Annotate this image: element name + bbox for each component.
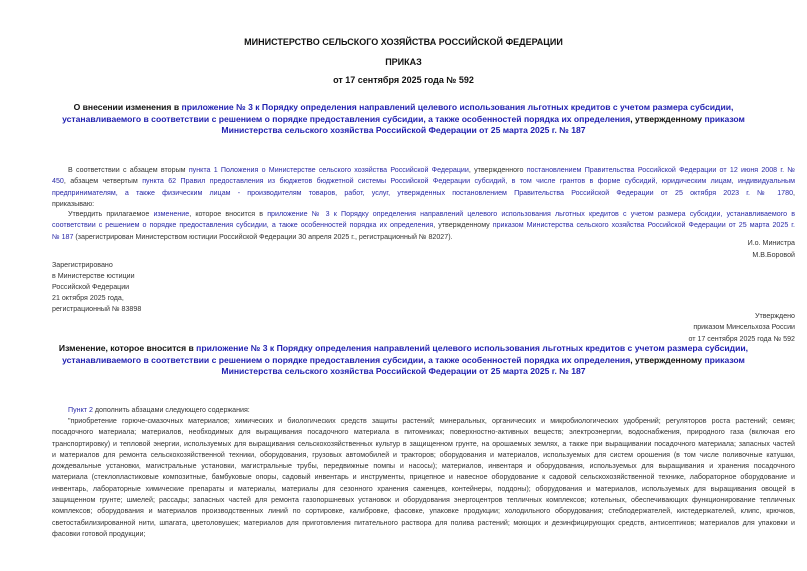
decision [52,209,795,243]
text-line [52,506,795,517]
document-link[interactable]: приказом [704,113,745,124]
text-segment: дождевальные установки, магистральные установки, магистральные трубы, передвижные помпы и насосы); материалов, инвентаря и оборудования, используемых для выращивания и хранения посадочного [52,462,795,471]
document-link[interactable]: приложение № 3 к Порядку определения направлений целевого использования льготных кредитов с учетом размера субсидии, [196,343,749,353]
document-link[interactable]: приложение № 3 к Порядку определения направлений целевого использования льготных кредитов с учетом размера субсидии, [181,102,734,112]
text-line [52,405,795,416]
text-line [40,114,767,126]
document-link[interactable]: 450 [52,177,64,186]
registration-block [52,260,141,315]
order-title [40,102,767,137]
text-segment: комплексов; оборудования и материалов производственных линий по сортировке, калибровке, фасовке, упаковке продукции; холодильного оборудования; стеблодержателей, кистедержателей, клипс, крючков, [52,507,795,516]
text-line [52,439,795,450]
text-segment: инвентарь, лабораторные химические препараты и материалы, материалы для сезонного хранения саженцев, контейнеры, поддоны); оборудования и материалов, используемых для выращивания овощей в [52,484,795,493]
text-segment: О внесении изменения в [73,102,182,112]
text-line [40,125,767,137]
text-line [40,355,767,367]
signature-name: М.В.Боровой [752,251,795,260]
annex-title [40,343,767,378]
text-line [52,176,795,187]
text-line [52,427,795,438]
document-link[interactable]: приказом Министерства сельского хозяйства Российской Федерации от 25 марта 2025 г. [492,221,795,230]
order-word-text: приказываю: [52,200,95,208]
annex-text [52,416,795,540]
text-line [52,472,795,483]
document-link[interactable]: устанавливаемого в соответствии с решением о порядке предоставления субсидии, а также особенностей порядка их определения [62,354,631,365]
text-segment: светостабилизированной нити, шпагата, цветоловушек; материалов для приготовления питательного раствора для полива растений; моющих и дезинфицирующих средств, антисептиков; материалов для упаковки и [52,518,795,527]
text-line [52,220,795,231]
document-link[interactable]: постановлением Правительства Российской Федерации от 12 июня 2008 г. № [526,166,795,174]
text-line [52,518,795,529]
text-line [40,366,767,378]
text-segment: (зарегистрирован Министерством юстиции Российской Федерации 30 апреля 2025 г., регистрационный № 82027). [73,232,453,241]
registration-line: в Министерстве юстиции [52,272,135,280]
text-segment: посадочного материала; материалов, необходимых для выращивания посадочного материала в питомниках; поверхностно-активных веществ; электроэнергии, водоснабжения, природного газа (включая его [52,428,795,437]
text-line [52,188,795,199]
document-link[interactable]: № 187 [52,232,74,241]
signature [748,238,795,262]
approval-line: приказом Минсельхоза России [693,323,795,332]
text-line [52,209,795,220]
text-line [52,495,795,506]
document-link[interactable]: Министерства сельского хозяйства Российской Федерации от 25 марта 2025 г. № 187 [221,366,586,377]
doc-type: ПРИКАЗ [385,57,422,67]
text-segment: Утвердить прилагаемое [68,210,154,218]
text-line [52,232,795,243]
document-link[interactable]: Министерства сельского хозяйства Российской Федерации от 25 марта 2025 г. № 187 [221,125,586,136]
approval-block [688,311,795,345]
text-line [40,102,767,114]
text-line [52,165,795,176]
text-line [52,529,795,540]
signature-position: И.о. Министра [747,239,795,247]
document-link[interactable]: Пункт 2 [68,406,93,414]
text-line [40,343,767,355]
document-link[interactable]: приложение № 3 к Порядку определения направлений целевого использования льготных кредитов с учетом размера субсидии, устанавливаемого в [267,210,795,218]
text-segment: , утвержденному [433,221,493,230]
text-segment: "приобретение горюче-смазочных материалов; химических и биологических средств защиты растений; минеральных, органических и микробиологических удобрений; регуляторов роста растений; семян; [68,417,795,425]
text-segment: , утвержденному [630,113,705,124]
registration-line: 21 октября 2025 года, [52,294,124,302]
text-line [52,450,795,461]
text-line [52,461,795,472]
text-line [52,416,795,427]
approval-line: от 17 сентября 2025 года № 592 [688,334,795,343]
text-segment: , [793,188,795,197]
annex-intro [52,405,795,416]
text-segment: и материалов для ремонта сельскохозяйственной техники, оборудования, грузовых автомобилей и тракторов; оборудования и материалов, используемых для систем орошения (в том числе поливочные катушки, [52,450,795,459]
registration-line: Зарегистрировано [52,261,113,269]
text-segment: дополнить абзацами следующего содержания: [92,406,250,414]
registration-line: Российской Федерации [52,283,130,291]
text-segment: Изменение, которое вносится в [58,343,197,353]
ministry-name: МИНИСТЕРСТВО СЕЛЬСКОГО ХОЗЯЙСТВА РОССИЙСКОЙ ФЕДЕРАЦИИ [244,37,563,47]
text-segment: , абзацем четвертым [63,177,143,186]
document-link[interactable]: пункта 62 Правил предоставления из бюджетов бюджетной системы Российской Федерации субсидий, в том числе грантов в форме субсидий, юридическим лицам, индивидуальным [142,177,795,186]
text-segment: , утвержденному [630,354,705,365]
text-line [52,484,795,495]
document-link[interactable]: предпринимателям, а также физическим лицам - производителям товаров, работ, услуг, утвержденных постановлением Правительства Российской Федерации от 25 октября 2023 г. № 1780 [52,188,794,197]
preamble [52,165,795,199]
text-segment: защищенном грунте; шмелей; рассады; запасных частей для ремонта газопоршневых установок и оборудования энергоцентров тепличных комплексов; котельных, обеспечивающих функционирование тепличных [52,496,795,505]
text-segment: , которое вносится в [189,210,268,218]
order-date-number: от 17 сентября 2025 года № 592 [333,75,474,85]
document-link[interactable]: пункта 1 Положения о Министерстве сельского хозяйства Российской Федерации [188,166,469,174]
document-link[interactable]: приказом [704,354,745,365]
text-segment: , утвержденного [468,166,527,174]
document-link[interactable]: устанавливаемого в соответствии с решением о порядке предоставления субсидии, а также особенностей порядка их определения [62,113,631,124]
approval-line: Утверждено [754,312,795,320]
text-segment: фасовки готовой продукции; [52,529,146,538]
text-segment: транспортировку) и тепловой энергии, используемых для выращивания сельскохозяйственных культур в защищенном грунте, на орошаемых землях, а также при выращивании посадочного материала; запасных частей [52,439,795,448]
text-segment: В соответствии с абзацем вторым [68,166,189,174]
document-link[interactable]: соответствии с решением о порядке предоставления субсидии, а также особенностей порядка их определения [52,221,434,230]
registration-line: регистрационный № 83898 [52,305,142,313]
text-segment: материала (стеклопластиковые композитные, бамбуковые опоры, садовый инвентарь и инструменты, прицепное и навесное оборудование к садовой сельскохозяйственной технике, лабораторное оборудование и [52,473,795,482]
document-link[interactable]: изменение [153,210,190,218]
